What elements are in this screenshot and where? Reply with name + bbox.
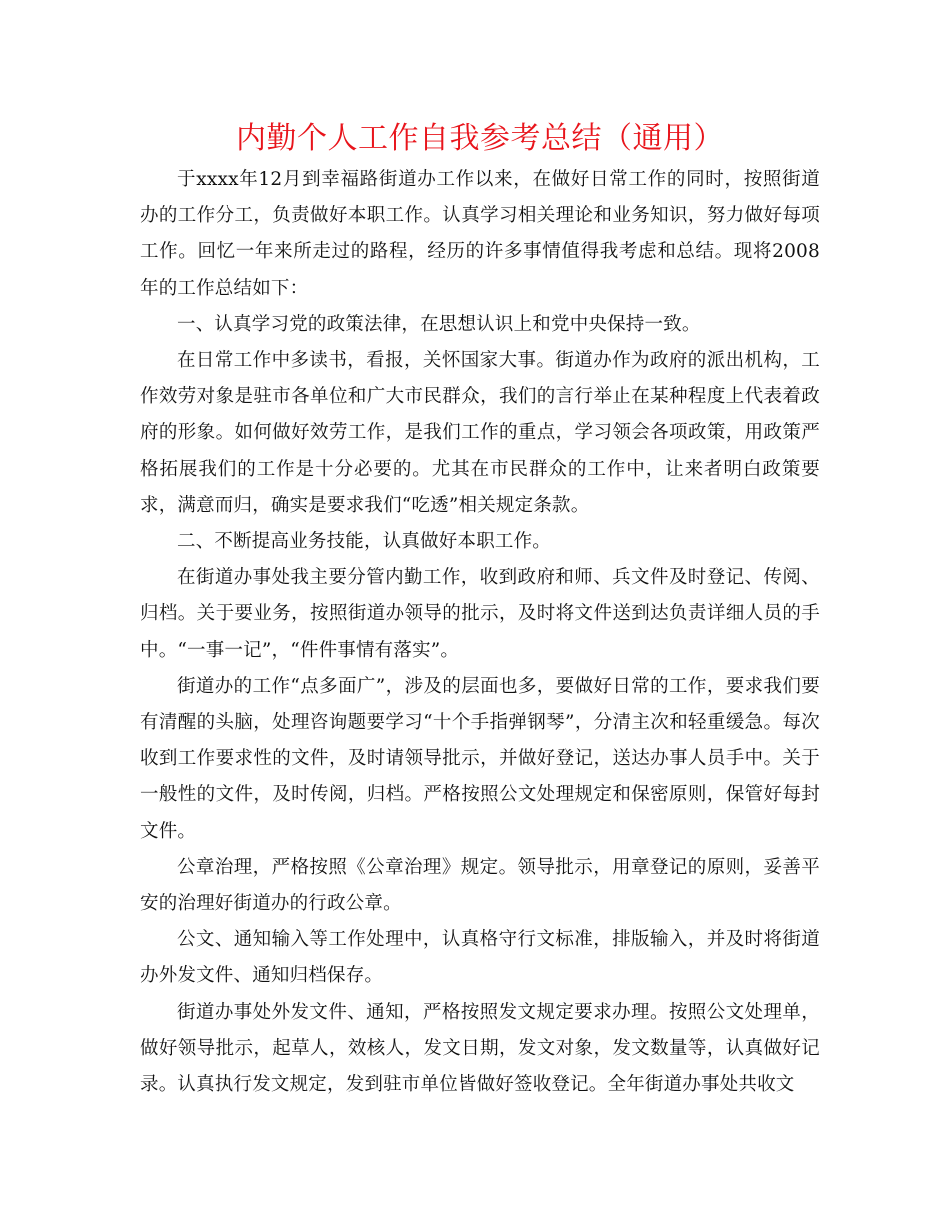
paragraph-seal-management: 公章治理，严格按照《公章治理》规定。领导批示，用章登记的原则，妥善平安的治理好街道办的行政公章。 (140, 856, 820, 915)
paragraph-daily-work: 街道办的工作“点多面广”，涉及的层面也多，要做好日常的工作，要求我们要有清醒的头脑，处理咨询题要学习“十个手指弹钢琴”，分清主次和轻重缓急。每次收到工作要求性的文件，及时请领导批示，并做好登记，送达办事人员手中。关于一般性的文件，及时传阅，归档。严格按照公文处理规定和保密原则，保管好每封文件。 (140, 675, 820, 842)
paragraph-study-policy: 在日常工作中多读书，看报，关怀国家大事。街道办作为政府的派出机构，工作效劳对象是驻市各单位和广大市民群众，我们的言行举止在某种程度上代表着政府的形象。如何做好效劳工作，是我们工作的重点，学习领会各项政策，用政策严格拓展我们的工作是十分必要的。尤其在市民群众的工作中，让来者明白政策要求，满意而归，确实是要求我们“吃透”相关规定条款。 (140, 350, 820, 516)
document-page (140, 118, 820, 1103)
paragraph-document-input: 公文、通知输入等工作处理中，认真格守行文标准，排版输入，并及时将街道办外发文件、通知归档保存。 (140, 929, 820, 987)
document-title: 内勤个人工作自我参考总结（通用） (236, 121, 724, 156)
paragraph-intro: 于xxxx年12月到幸福路街道办工作以来，在做好日常工作的同时，按照街道办的工作分工，负责做好本职工作。认真学习相关理论和业务知识，努力做好每项工作。回忆一年来所走过的路程，经历的许多事情值得我考虑和总结。现将2008年的工作总结如下： (140, 169, 820, 299)
section-heading-2: 二、不断提高业务技能，认真做好本职工作。 (177, 531, 552, 553)
paragraph-outgoing-documents: 街道办事处外发文件、通知，严格按照发文规定要求办理。按照公文处理单，做好领导批示，起草人，效核人，发文日期，发文对象，发文数量等，认真做好记录。认真执行发文规定，发到驻市单位皆做好签收登记。全年街道办事处共收文 (140, 1001, 820, 1096)
section-heading-1: 一、认真学习党的政策法律，在思想认识上和党中央保持一致。 (177, 313, 701, 335)
paragraph-internal-work: 在街道办事处我主要分管内勤工作，收到政府和师、兵文件及时登记、传阅、归档。关于要业务，按照街道办领导的批示，及时将文件送到达负责详细人员的手中。“一事一记”，“件件事情有落实”。 (140, 567, 820, 661)
